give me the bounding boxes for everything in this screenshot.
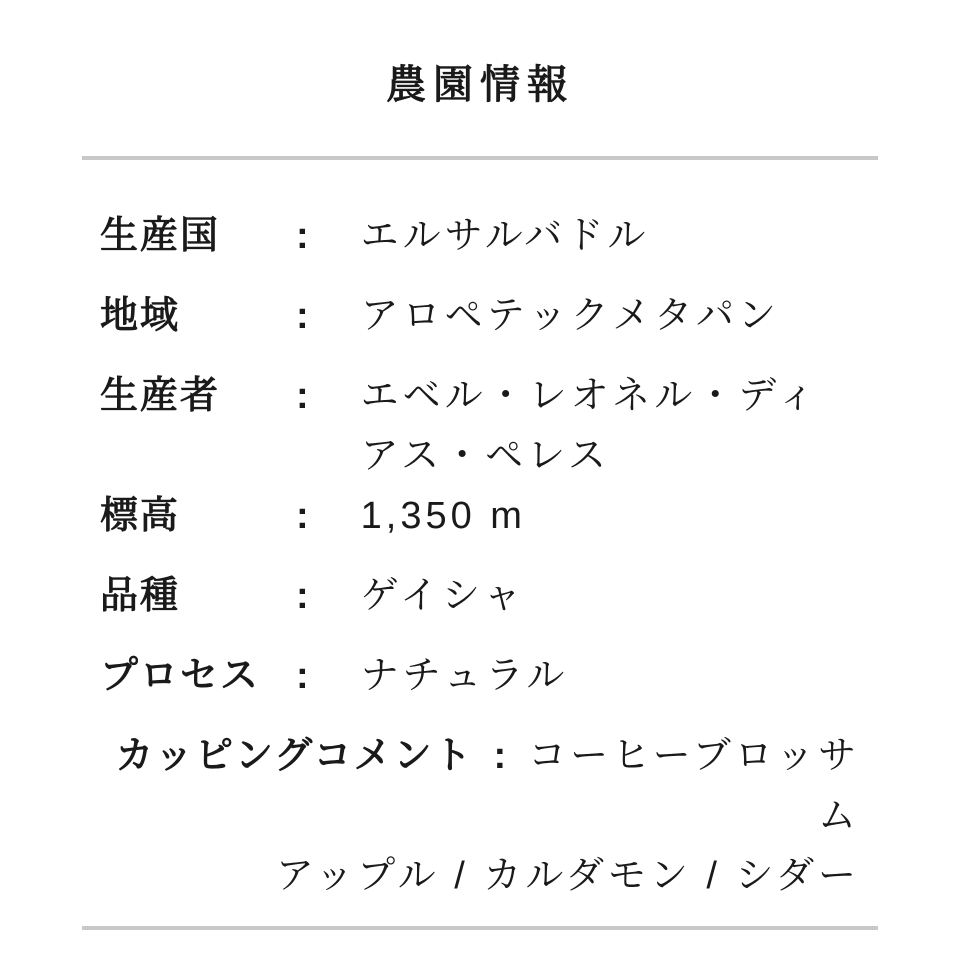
- row-value-producer-line2: アス・ペレス: [360, 435, 610, 477]
- row-value-cupping-line1: コーヒーブロッサム: [528, 735, 860, 837]
- row-separator: :: [296, 495, 309, 537]
- table-row-altitude: [100, 486, 860, 546]
- row-separator: :: [296, 215, 309, 257]
- row-separator: :: [296, 295, 309, 337]
- row-value-producer-line1: エベル・レオネル・ディ: [360, 375, 820, 417]
- farm-info-table: [82, 160, 878, 906]
- row-label-region: 地域: [100, 295, 181, 337]
- table-row-region: [100, 286, 860, 346]
- table-row-cupping-comment: [100, 726, 860, 906]
- row-separator: :: [296, 655, 309, 697]
- row-separator: :: [296, 575, 309, 617]
- section-title: 農園情報: [386, 63, 574, 107]
- row-value-process: ナチュラル: [360, 655, 569, 697]
- table-row-variety: [100, 566, 860, 626]
- row-value-region: アロペテックメタパン: [360, 295, 780, 337]
- row-value-altitude: 1,350 m: [360, 495, 526, 537]
- row-value-country: エルサルバドル: [360, 215, 650, 257]
- row-value-cupping-line2: アップル / カルダモン / シダー: [275, 855, 860, 897]
- row-separator: :: [296, 375, 309, 417]
- row-label-producer: 生産者: [100, 375, 221, 417]
- table-row-process: [100, 646, 860, 706]
- row-value-producer: [361, 366, 820, 486]
- table-row-country: [100, 206, 860, 266]
- row-value-variety: ゲイシャ: [360, 575, 526, 617]
- table-row-producer: [100, 366, 860, 486]
- row-label-cupping-comment: カッピングコメント: [115, 735, 474, 777]
- row-label-process: プロセス: [100, 655, 261, 697]
- row-label-altitude: 標高: [100, 495, 181, 537]
- row-separator: :: [493, 735, 509, 777]
- row-label-country: 生産国: [100, 215, 221, 257]
- row-label-variety: 品種: [100, 575, 181, 617]
- bottom-divider: [82, 926, 878, 930]
